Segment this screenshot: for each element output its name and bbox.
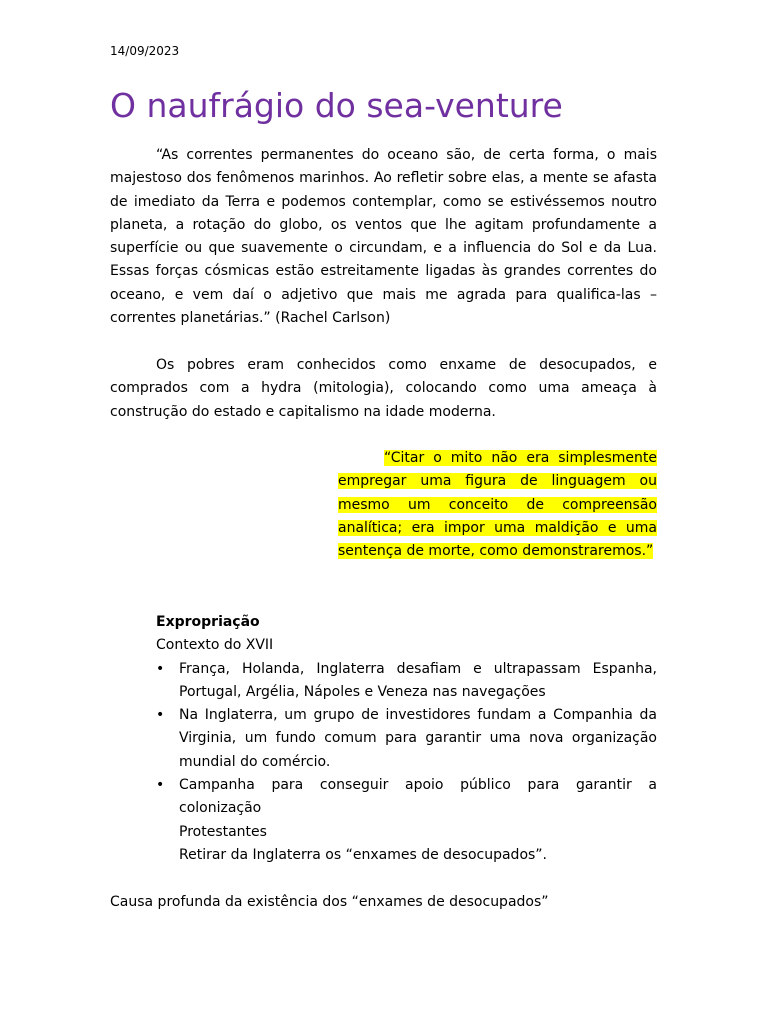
section-heading: Expropriação bbox=[156, 614, 260, 630]
list-item-text: França, Holanda, Inglaterra desafiam e ultrapassam Espanha, Portugal, Argélia, Nápoles e Veneza nas navegações bbox=[179, 660, 657, 700]
sub-line-retirar: Retirar da Inglaterra os “enxames de desocupados”. bbox=[179, 846, 548, 863]
document-date: 14/09/2023 bbox=[110, 44, 180, 58]
closing-line: Causa profunda da existência dos “enxames de desocupados” bbox=[110, 894, 549, 910]
list-item bbox=[156, 774, 657, 821]
section-expropriacao bbox=[156, 611, 657, 867]
list-item bbox=[156, 704, 657, 774]
document-title: O naufrágio do sea-venture bbox=[110, 86, 563, 125]
highlighted-quote-text: “Citar o mito não era simplesmente empregar uma figura de linguagem ou mesmo um conceito de compreensão analítica; era impor uma maldição e uma sentença de morte, como demonstraremos.” bbox=[338, 450, 657, 560]
list-item bbox=[156, 658, 657, 705]
sub-line-protestantes: Protestantes bbox=[179, 823, 267, 840]
paragraph-carlson-quote: “As correntes permanentes do oceano são, de certa forma, o mais majestoso dos fenômenos marinhos. Ao refletir sobre elas, a mente se afasta de imediato da Terra e podemos contemplar, como se estivéssemos noutro planeta, a rotação do globo, os ventos que lhe agitam profundamente a superfície ou que suavemente o circundam, e a influencia do Sol e da Lua. Essas forças cósmicas estão estreitamente ligadas às grandes correntes do oceano, e vem daí o adjetivo que mais me agrada para qualifica-las – correntes planetárias.” (Rachel Carlson) bbox=[110, 147, 657, 327]
bullet-icon: • bbox=[156, 660, 165, 677]
highlighted-quote-block bbox=[338, 447, 657, 563]
list-item-text: Campanha para conseguir apoio público para garantir a colonização bbox=[179, 777, 657, 817]
paragraph-poor-swarm: Os pobres eram conhecidos como enxame de desocupados, e comprados com a hydra (mitologia), colocando como uma ameaça à construção do estado e capitalismo na idade moderna. bbox=[110, 357, 657, 420]
bullet-list bbox=[156, 658, 657, 821]
bullet-icon: • bbox=[156, 777, 165, 794]
list-item-text: Na Inglaterra, um grupo de investidores fundam a Companhia da Virginia, um fundo comum para garantir uma nova organização mundial do comércio. bbox=[179, 707, 657, 770]
bullet-icon: • bbox=[156, 707, 165, 724]
section-subheading: Contexto do XVII bbox=[156, 637, 274, 654]
